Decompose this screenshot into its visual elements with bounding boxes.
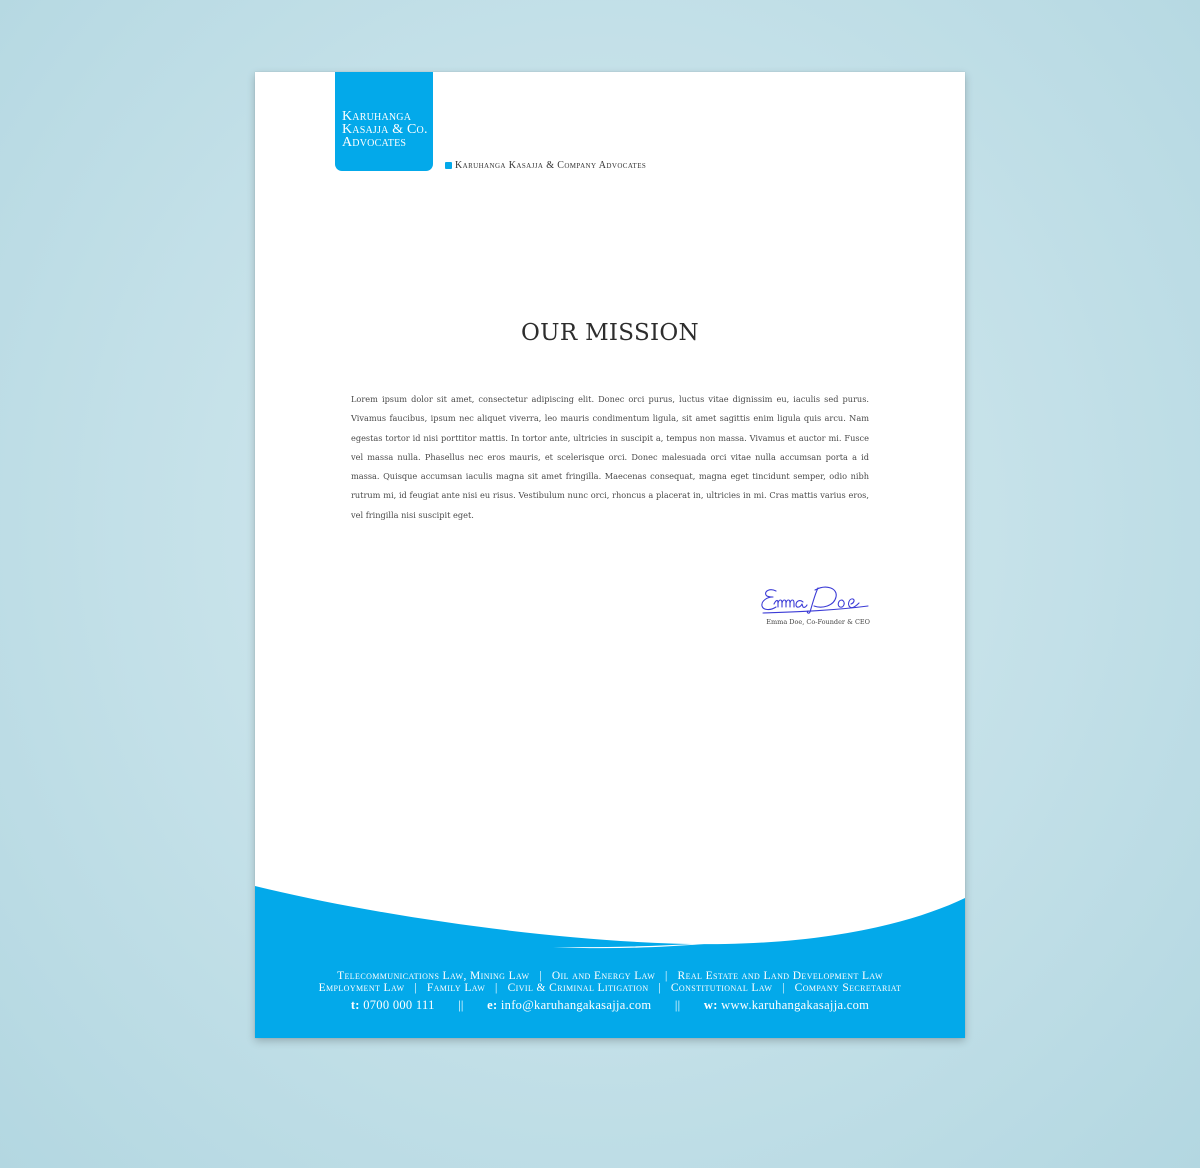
email-label: e: (487, 998, 498, 1012)
page-title: OUR MISSION (521, 320, 699, 346)
square-bullet-icon (445, 162, 452, 169)
phone-label: t: (350, 998, 360, 1012)
handwritten-signature-icon (760, 582, 872, 618)
logo-text (342, 110, 434, 149)
logo-line-3: Advocates (342, 135, 407, 150)
website-url[interactable]: www.karuhangakasajja.com (721, 998, 870, 1012)
practice-areas-line-1: Telecommunications Law, Mining Law | Oil and Energy Law | Real Estate and Land Development Law (337, 970, 883, 982)
separator: || (674, 998, 681, 1012)
separator: || (458, 998, 464, 1012)
phone-number: 0700 000 111 (363, 998, 435, 1012)
company-tagline (445, 160, 646, 171)
company-logo (335, 72, 433, 171)
mission-body-text: Lorem ipsum dolor sit amet, consectetur adipiscing elit. Donec orci purus, luctus vitae dignissim eu, iaculis sed purus. Vivamus faucibus, ipsum nec aliquet viverra, leo mauris condimentum ligula, sit amet sagittis enim ligula quis arcu. Nam egestas tortor id nisi porttitor mattis. In tortor ante, ultricies in suscipit a, tempus non massa. Vivamus et auctor mi. Fusce vel massa nulla. Phasellus nec eros mauris, et scelerisque orci. Donec malesuada orci vitae nulla accumsan porta a id massa. Quisque accumsan iaculis magna sit amet fringilla. Maecenas consequat, magna eget tincidunt semper, odio nibh rutrum mi, id feugiat ante nisi eu risus. Vestibulum nunc orci, rhoncus a placerat in, ultricies in mi. Cras mattis varius eros, vel fringilla nisi suscipit eget. (351, 394, 869, 520)
contact-info (255, 998, 965, 1013)
practice-areas (255, 970, 965, 994)
practice-areas-line-2: Employment Law | Family Law | Civil & Criminal Litigation | Constitutional Law | Company Secretariat (318, 982, 902, 994)
signature (760, 582, 872, 623)
footer-wave (255, 872, 965, 1038)
letterhead-page (255, 72, 965, 1038)
signer-name: Emma Doe, Co-Founder & CEO (766, 618, 870, 626)
website-label: w: (703, 998, 718, 1012)
tagline-text: Karuhanga Kasajja & Company Advocates (455, 160, 647, 171)
email-address[interactable]: info@karuhangakasajja.com (500, 998, 652, 1012)
logo-line-1: Karuhanga (342, 109, 412, 124)
logo-line-2: Kasajja & Co. (342, 122, 428, 137)
